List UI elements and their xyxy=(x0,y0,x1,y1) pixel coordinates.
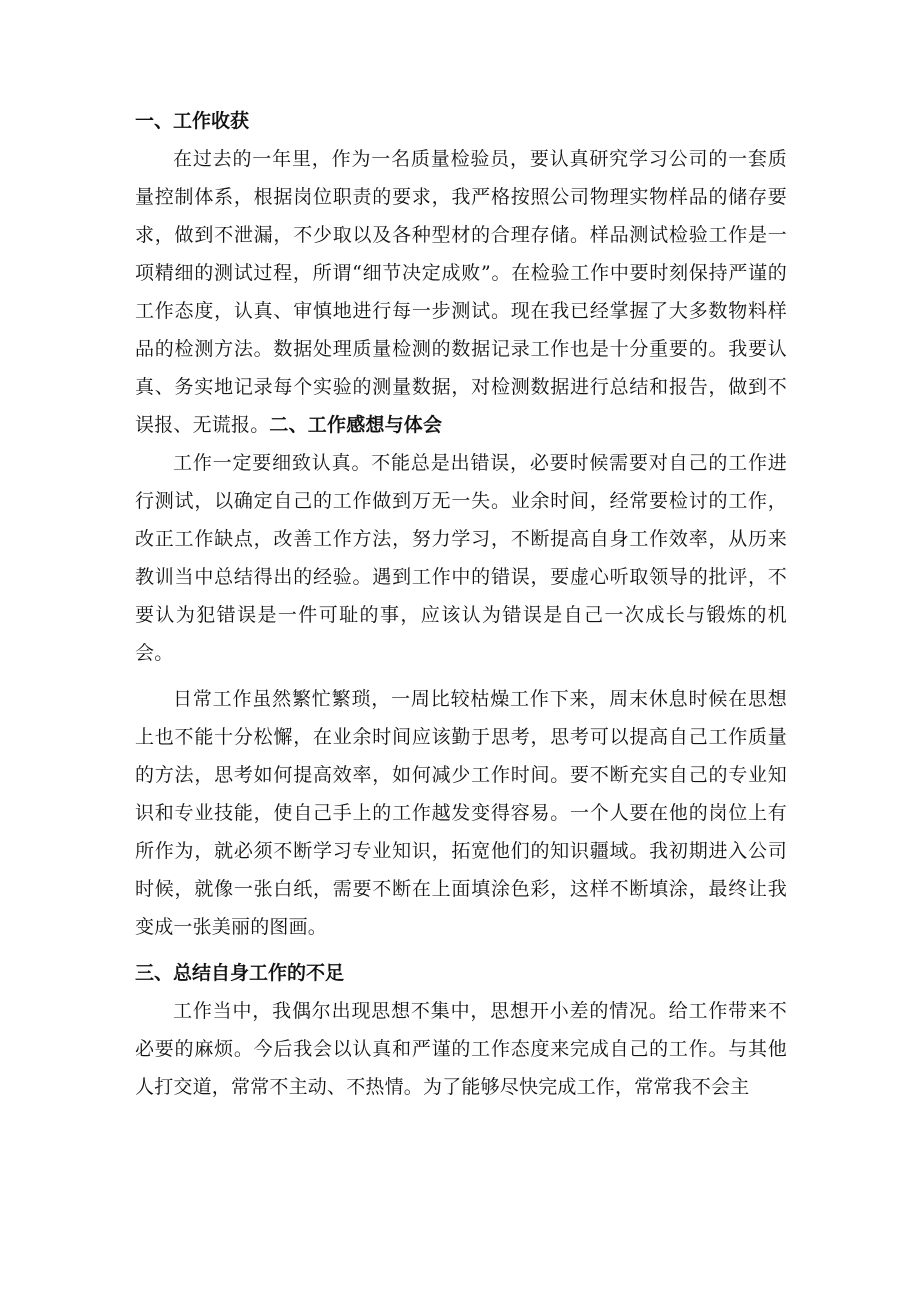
paragraph-gap xyxy=(135,672,787,680)
section-heading-3: 三、总结自身工作的不足 xyxy=(135,962,345,984)
section-heading-1: 一、工作收获 xyxy=(135,110,250,132)
section-1-text: 在过去的一年里，作为一名质量检验员，要认真研究学习公司的一套质量控制体系，根据岗位职责的要求，我严格按照公司物理实物样品的储存要求，做到不泄漏，不少取以及各种型材的合理存储。样品测试检验工作是一项精细的测试过程，所谓“细节决定成败”。在检验工作中要时刻保持严谨的工作态度，认真、审慎地进行每一步测试。现在我已经掌握了大多数物料样品的检测方法。数据处理质量检测的数据记录工作也是十分重要的。我要认真、务实地记录每个实验的测量数据，对检测数据进行总结和报告，做到不误报、无谎报。 xyxy=(135,148,787,436)
section-heading-2: 二、工作感想与体会 xyxy=(269,414,443,436)
section-2-paragraph-2: 日常工作虽然繁忙繁琐，一周比较枯燥工作下来，周末休息时候在思想上也不能十分松懈，在业余时间应该勤于思考，思考可以提高自己工作质量的方法，思考如何提高效率，如何减少工作时间。要不断充实自己的专业知识和专业技能，使自己手上的工作越发变得容易。一个人要在他的岗位上有所作为，就必须不断学习专业知识，拓宽他们的知识疆域。我初期进入公司时候，就像一张白纸，需要不断在上面填涂色彩，这样不断填涂，最终让我变成一张美丽的图画。 xyxy=(135,688,787,938)
section-1-paragraph xyxy=(135,140,787,444)
document-page xyxy=(135,102,787,1106)
section-3-paragraph: 工作当中，我偶尔出现思想不集中，思想开小差的情况。给工作带来不必要的麻烦。今后我会以认真和严谨的工作态度来完成自己的工作。与其他人打交道，常常不主动、不热情。为了能够尽快完成工作，常常我不会主 xyxy=(135,1000,787,1098)
paragraph-gap xyxy=(135,946,787,954)
section-2-paragraph-1: 工作一定要细致认真。不能总是出错误，必要时候需要对自己的工作进行测试，以确定自己的工作做到万无一失。业余时间，经常要检讨的工作，改正工作缺点，改善工作方法，努力学习，不断提高自身工作效率，从历来教训当中总结得出的经验。遇到工作中的错误，要虚心听取领导的批评，不要认为犯错误是一件可耻的事，应该认为错误是自己一次成长与锻炼的机会。 xyxy=(135,452,787,664)
